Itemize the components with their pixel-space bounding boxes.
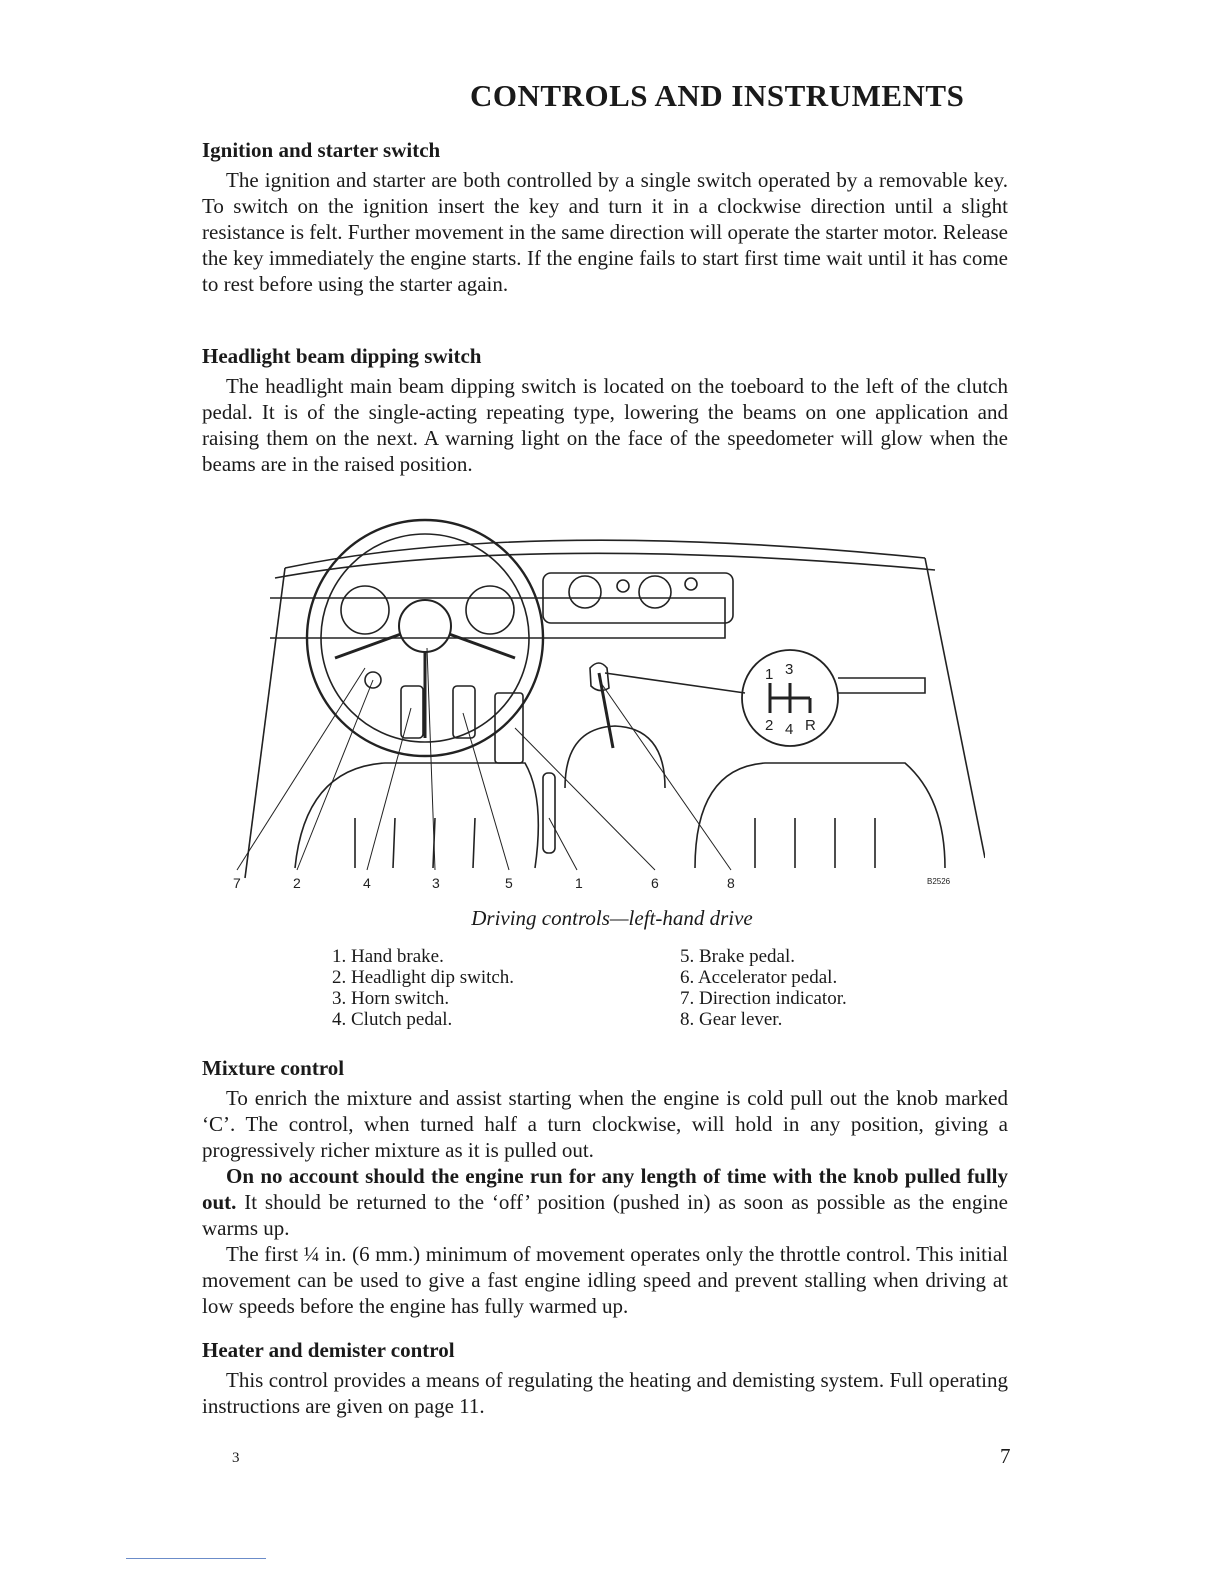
gear-label: R [805,717,816,734]
page-number: 7 [1000,1444,1011,1468]
callout-label: 4 [363,875,371,891]
fraction-text: ¼ [303,1242,320,1266]
legend-item: 8. Gear lever. [680,1009,783,1030]
section-paragraph [202,1163,1008,1241]
paragraph-text: The first [226,1242,304,1266]
legend-item: 4. Clutch pedal. [332,1009,453,1030]
section-paragraph: To enrich the mixture and assist starting when the engine is cold pull out the knob marked ‘C’. The control, when turned half a turn clockwise, will hold in any position, giving a progressively richer mixture as it is pulled out. [202,1086,1008,1162]
callout-label: 5 [505,875,513,891]
paragraph-text: It should be returned to the ‘off’ position (pushed in) as soon as possible as the engine warms up. [202,1190,1008,1240]
callout-label: 3 [432,875,440,891]
callout-label: 7 [233,875,241,891]
legend-item: 1. Hand brake. [332,946,444,967]
section-heading: Mixture control [202,1056,345,1080]
section-mixture [202,1056,1008,1319]
section-ignition [202,138,1008,297]
gear-label: 1 [765,666,774,683]
footer-rule [126,1558,266,1559]
legend-item: 6. Accelerator pedal. [680,967,838,988]
warning-text: On no account should the engine run for any length of time with the knob pulled fully out. [202,1164,1008,1214]
callout-label: 8 [727,875,735,891]
legend-item: 7. Direction indicator. [680,988,847,1009]
legend-right [680,946,847,1030]
gear-label: 4 [785,721,794,738]
callout-label: 1 [575,875,583,891]
callout-label: 6 [651,875,659,891]
legend-item: 3. Horn switch. [332,988,450,1009]
legend-item: 2. Headlight dip switch. [332,967,515,988]
paragraph-text: in. (6 mm.) minimum of movement operates only the throttle control. This initial movement can be used to give a fast engine idling speed and prevent stalling when driving at low speeds before the engine has fully warmed up. [202,1242,1008,1318]
footer-signature-mark: 3 [232,1450,240,1466]
callout-label: 2 [293,875,301,891]
section-heading: Heater and demister control [202,1338,455,1362]
section-heading: Headlight beam dipping switch [202,344,482,368]
section-headlight [202,344,1008,477]
section-paragraph: The ignition and starter are both controlled by a single switch operated by a removable key. To switch on the ignition insert the key and turn it in a clockwise direction until a slight resistance is felt. Further movement in the same direction will operate the starter motor. Release the key immediately the engine starts. If the engine fails to start first time wait until it has come to rest before using the starter again. [202,168,1008,296]
section-heater [202,1338,1008,1419]
figure-caption: Driving controls—left-hand drive [471,906,753,930]
section-paragraph: This control provides a means of regulating the heating and demisting system. Full operating instructions are given on page 11. [202,1368,1008,1418]
section-heading: Ignition and starter switch [202,138,441,162]
section-paragraph [202,1241,1008,1319]
page-title: CONTROLS AND INSTRUMENTS [470,78,965,113]
section-paragraph: The headlight main beam dipping switch is located on the toeboard to the left of the clutch pedal. It is of the single-acting repeating type, lowering the beams on one application and raising them on the next. A warning light on the face of the speedometer will glow when the beams are in the raised position. [202,374,1008,476]
legend-item: 5. Brake pedal. [680,946,796,967]
gear-label: 2 [765,717,774,734]
dashboard-illustration [225,498,985,898]
legend-left [332,946,514,1030]
gear-label: 3 [785,661,794,678]
driving-controls-figure [225,498,985,898]
figure-ref-code: B2526 [927,877,951,886]
